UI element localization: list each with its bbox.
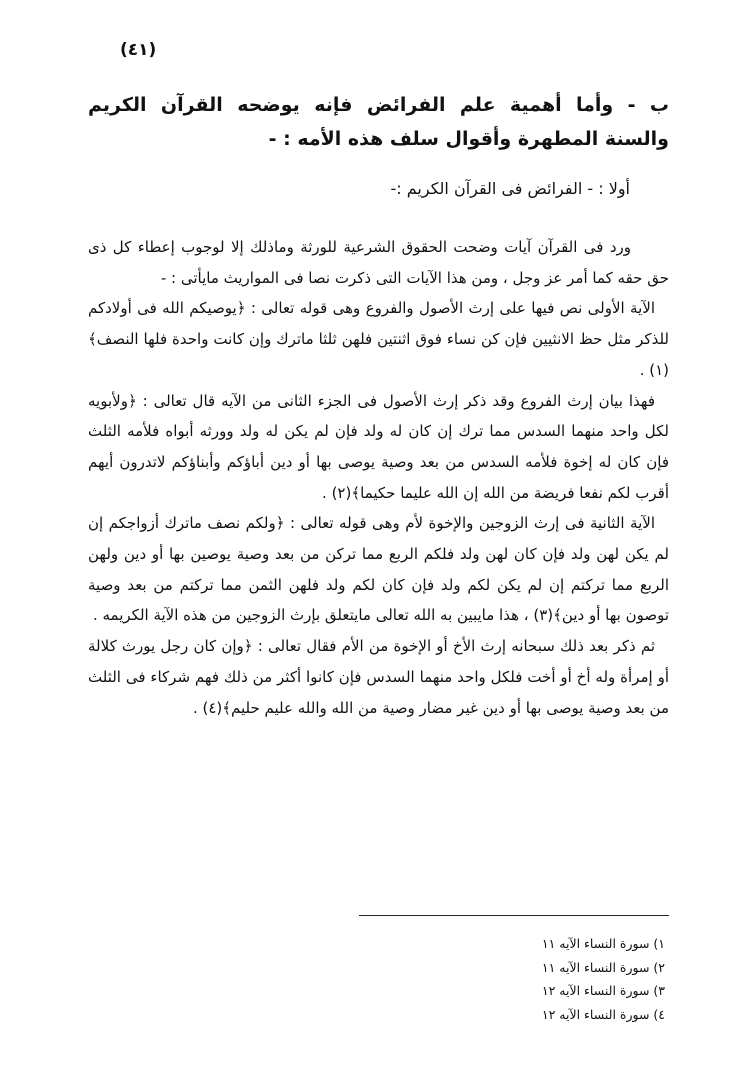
footnote-item: ١) سورة النساء الآيه ١١ <box>541 936 665 951</box>
footnote-item: ٤) سورة النساء الآيه ١٢ <box>541 1006 665 1022</box>
section-heading: ب - وأما أهمية علم الفرائض فإنه يوضحه القرآن الكريم والسنة المطهرة وأقوال سلف هذه الأمه : - <box>88 94 669 150</box>
footnotes-list <box>542 932 665 1026</box>
paragraph-first-verse: الآية الأولى نص فيها على إرث الأصول والفروع وهى قوله تعالى : ﴿يوصيكم الله فى أولادكم للذكر مثل حظ الانثيين فإن كن نساء فوق اثنتين فلهن ثلثا ماترك وإن كانت واحدة فلها النصف﴾(١) . <box>88 299 669 379</box>
paragraph-parents-inheritance: فهذا بيان إرث الفروع وقد ذكر إرث الأصول فى الجزء الثانى من الآيه قال تعالى : ﴿ولأبويه لكل واحد منهما السدس مما ترك إن كان له ولد فإن لم يكن له ولد وورثه أبواه فلأمه الثلث فإن كان له إخوة فلأمه السدس من بعد وصية يوصى بها أو دين أباؤكم وأبناؤكم لاتدرون أيهم أقرب لكم نفعا فريضة من الله إن الله عليما حكيما﴾(٢) . <box>88 391 669 502</box>
footnote-divider <box>359 915 669 916</box>
paragraph-intro: ورد فى القرآن آيات وضحت الحقوق الشرعية للورثة وماذلك إلا لوجوب إعطاء كل ذى حق حقه كما أمر عز وجل ، ومن هذا الآيات التى ذكرت نصا فى المواريث مايأتى : - <box>88 238 669 287</box>
body-text <box>88 232 669 723</box>
subsection-heading: أولا : - الفرائض فى القرآن الكريم :- <box>390 179 630 198</box>
paragraph-second-verse: الآية الثانية فى إرث الزوجين والإخوة لأم وهى قوله تعالى : ﴿ولكم نصف ماترك أزواجكم إن لم يكن لهن ولد فإن كان لهن ولد فلكم الربع مما تركن من بعد وصية يوصين بها أو دين ولهن الربع مما تركتم إن لم يكن لكم ولد فإن كان لكم ولد فلهن الثمن مما تركتم من بعد وصية توصون بها أو دين﴾(٣) ، هذا مايبين به الله تعالى مايتعلق بإرث الزوجين من هذه الآية الكريمه . <box>88 514 669 625</box>
footnote-item: ٣) سورة النساء الآيه ١٢ <box>541 983 665 998</box>
paragraph-siblings-inheritance: ثم ذكر بعد ذلك سبحانه إرث الأخ أو الإخوة من الأم فقال تعالى : ﴿وإن كان رجل يورث كلالة أو إمرأة وله أخ أو أخت فلكل واحد منهما السدس فإن كانوا أكثر من ذلك فهم شركاء فى الثلث من بعد وصية يوصى بها أو دين غير مضار وصية من الله والله عليم حليم﴾(٤) . <box>88 637 669 717</box>
page-number: (٤١) <box>120 40 157 60</box>
footnote-item: ٢) سورة النساء الآيه ١١ <box>541 959 665 975</box>
